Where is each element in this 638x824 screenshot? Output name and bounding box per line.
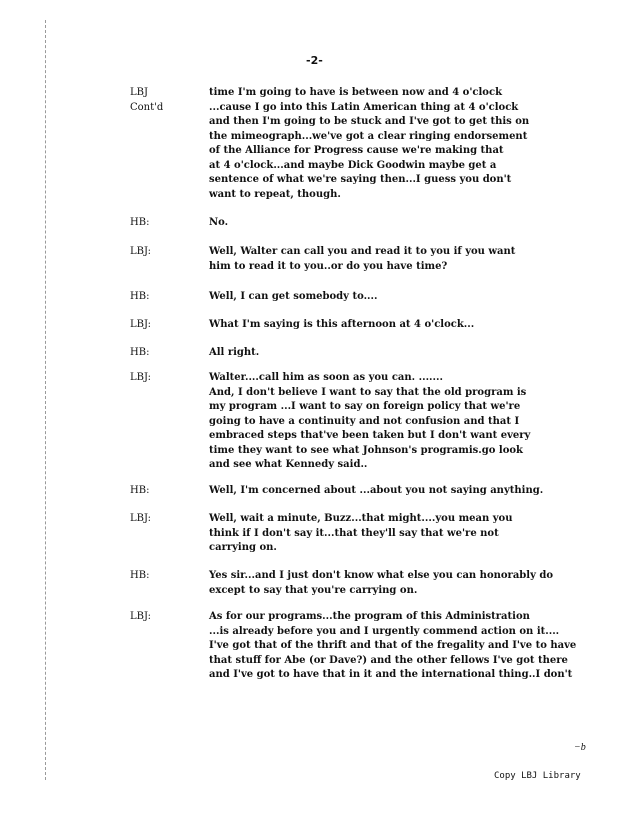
utterance-line: Yes sir...and I just don't know what else you can honorably do — [209, 570, 554, 581]
utterance-text — [209, 484, 629, 499]
utterance-line: that stuff for Abe (or Dave?) and the other fellows I've got there — [209, 654, 568, 666]
utterance-text — [209, 610, 629, 683]
utterance-line: except to say that you're carrying on. — [209, 584, 418, 596]
speaker-label — [130, 290, 190, 305]
utterance-line: of the Alliance for Progress cause we're making that — [209, 145, 504, 156]
utterance-line: time they want to see what Johnson's programis.go look — [209, 444, 523, 456]
utterance-text — [209, 512, 629, 556]
speaker-label — [130, 346, 190, 361]
utterance-text — [209, 569, 629, 598]
speaker-label-line: LBJ: — [130, 246, 151, 257]
library-copy-stamp: Copy LBJ Library — [494, 771, 581, 781]
utterance-line: and I've got to have that in it and the international thing..I don't — [209, 669, 573, 680]
utterance-text — [209, 371, 629, 473]
punched-margin-line — [45, 20, 46, 780]
speaker-label-line: LBJ: — [130, 372, 151, 383]
speaker-label-line: HB: — [130, 291, 150, 302]
utterance-line: think if I don't say it...that they'll say that we're not — [209, 527, 499, 539]
speaker-label — [130, 245, 190, 260]
utterance-line: Walter....call him as soon as you can. ....... — [209, 372, 443, 383]
speaker-label — [130, 569, 190, 584]
utterance-line: ...cause I go into this Latin American thing at 4 o'clock — [209, 101, 519, 113]
utterance-line: All right. — [209, 347, 260, 358]
utterance-line: No. — [209, 217, 229, 228]
utterance-text — [209, 346, 629, 361]
speaker-label — [130, 86, 190, 115]
utterance-line: What I'm saying is this afternoon at 4 o'clock... — [209, 319, 475, 330]
utterance-line: and see what Kennedy said.. — [209, 459, 368, 470]
speaker-label — [130, 216, 190, 231]
utterance-line: sentence of what we're saying then...I guess you don't — [209, 174, 512, 185]
speaker-label-line: LBJ — [130, 87, 148, 98]
speaker-label-line: HB: — [130, 485, 150, 496]
speaker-label — [130, 512, 190, 527]
speaker-label — [130, 318, 190, 333]
utterance-line: my program ...I want to say on foreign policy that we're — [209, 401, 521, 412]
utterance-line: him to read it to you..or do you have time? — [209, 260, 448, 272]
utterance-line: Well, I can get somebody to.... — [209, 291, 378, 302]
utterance-line: As for our programs...the program of this Administration — [209, 611, 530, 622]
speaker-label-line: LBJ: — [130, 611, 151, 622]
speaker-label-line: HB: — [130, 570, 150, 581]
speaker-label-line: HB: — [130, 347, 150, 358]
utterance-line: And, I don't believe I want to say that the old program is — [209, 386, 527, 398]
speaker-label — [130, 484, 190, 499]
speaker-label — [130, 371, 190, 386]
utterance-line: time I'm going to have is between now and 4 o'clock — [209, 87, 502, 98]
speaker-label-line: LBJ: — [130, 513, 151, 524]
utterance-text — [209, 318, 629, 333]
speaker-label-line: HB: — [130, 217, 150, 228]
speaker-label-line: LBJ: — [130, 319, 151, 330]
utterance-line: ...is already before you and I urgently commend action on it.... — [209, 625, 560, 637]
utterance-text — [209, 86, 629, 202]
utterance-line: Well, I'm concerned about ...about you not saying anything. — [209, 485, 544, 496]
utterance-line: and then I'm going to be stuck and I've got to get this on — [209, 116, 530, 127]
speaker-label — [130, 610, 190, 625]
utterance-line: want to repeat, though. — [209, 188, 341, 200]
utterance-text — [209, 245, 629, 274]
utterance-line: I've got that of the thrift and that of the fregality and I've to have — [209, 640, 577, 651]
utterance-text — [209, 216, 629, 231]
utterance-line: going to have a continuity and not confusion and that I — [209, 415, 520, 427]
utterance-line: embraced steps that've been taken but I don't want every — [209, 430, 531, 441]
utterance-line: carrying on. — [209, 542, 277, 553]
utterance-line: Well, Walter can call you and read it to you if you want — [209, 246, 516, 257]
utterance-line: Well, wait a minute, Buzz...that might....you mean you — [209, 513, 513, 524]
speaker-label-line: Cont'd — [130, 101, 164, 113]
utterance-line: at 4 o'clock...and maybe Dick Goodwin maybe get a — [209, 159, 497, 171]
utterance-line: the mimeograph...we've got a clear ringing endorsement — [209, 130, 528, 142]
utterance-text — [209, 290, 629, 305]
archivist-initials: −b — [574, 742, 586, 753]
page-number: -2- — [306, 54, 323, 67]
